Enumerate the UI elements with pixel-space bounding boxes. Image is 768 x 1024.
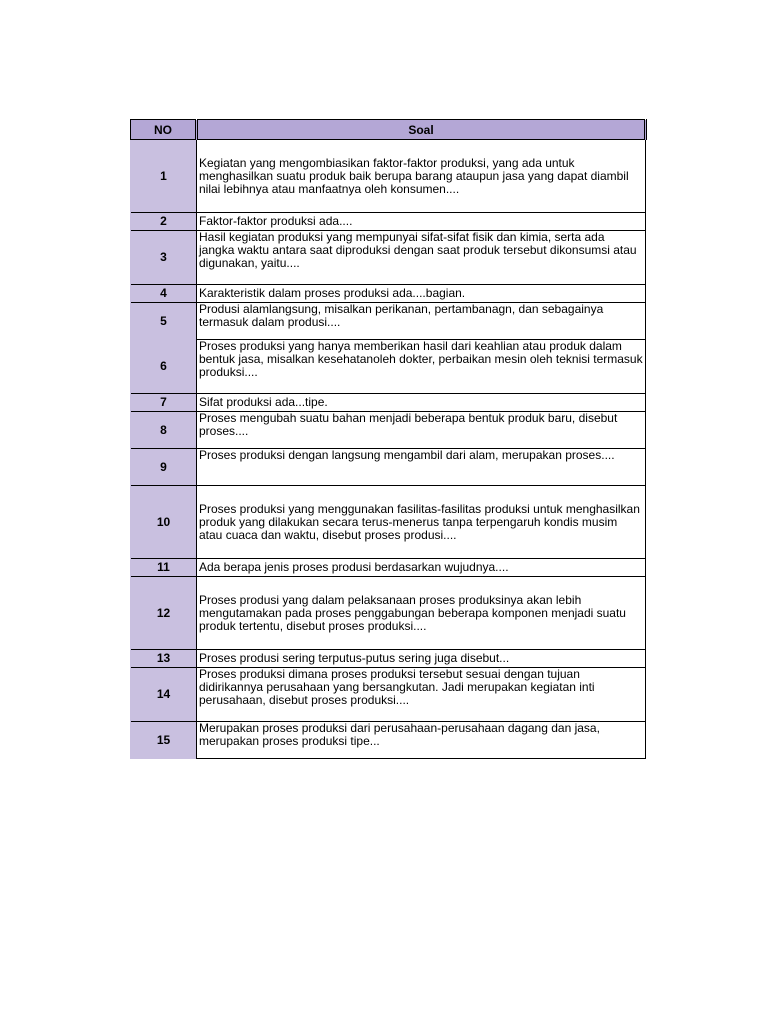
table-row (131, 559, 646, 577)
question-text: Proses produksi yang hanya memberikan hasil dari keahlian atau produk dalam bentuk jasa, misalkan kesehatanoleh dokter, perbaikan mesin oleh teknisi termasuk produksi.... (197, 340, 646, 394)
row-number: 6 (131, 340, 197, 394)
row-number: 15 (131, 722, 197, 759)
question-text: Sifat produksi ada...tipe. (197, 394, 646, 412)
row-number: 7 (131, 394, 197, 412)
question-text: Faktor-faktor produksi ada.... (197, 213, 646, 231)
question-text: Merupakan proses produksi dari perusahaan-perusahaan dagang dan jasa, merupakan proses produksi tipe... (197, 722, 646, 759)
question-sheet (130, 119, 645, 759)
question-text: Proses mengubah suatu bahan menjadi beberapa bentuk produk baru, disebut proses.... (197, 412, 646, 449)
question-text: Hasil kegiatan produksi yang mempunyai sifat-sifat fisik dan kimia, serta ada jangka waktu antara saat diproduksi dengan saat produk tersebut dikonsumsi atau digunakan, yaitu.... (197, 231, 646, 285)
table-row (131, 303, 646, 340)
table-row (131, 486, 646, 559)
question-table (130, 119, 647, 759)
table-row (131, 140, 646, 213)
table-row (131, 285, 646, 303)
row-number: 3 (131, 231, 197, 285)
header-soal: Soal (197, 120, 646, 140)
table-row (131, 577, 646, 650)
question-text: Karakteristik dalam proses produksi ada....bagian. (197, 285, 646, 303)
question-text: Ada berapa jenis proses produsi berdasarkan wujudnya.... (197, 559, 646, 577)
table-row (131, 650, 646, 668)
row-number: 1 (131, 140, 197, 213)
row-number: 4 (131, 285, 197, 303)
table-row (131, 412, 646, 449)
table-row (131, 722, 646, 759)
table-row (131, 340, 646, 394)
question-text: Proses produsi yang dalam pelaksanaan proses produksinya akan lebih mengutamakan pada proses penggabungan beberapa komponen menjadi suatu produk tertentu, disebut proses produksi.... (197, 577, 646, 650)
question-text: Proses produksi dimana proses produksi tersebut sesuai dengan tujuan didirikannya perusahaan yang bersangkutan. Jadi merupakan kegiatan inti perusahaan, disebut proses produksi.... (197, 668, 646, 722)
question-text: Kegiatan yang mengombiasikan faktor-faktor produksi, yang ada untuk menghasilkan suatu produk baik berupa barang ataupun jasa yang dapat diambil nilai lebihnya atau manfaatnya oleh konsumen.... (197, 140, 646, 213)
table-row (131, 231, 646, 285)
row-number: 13 (131, 650, 197, 668)
row-number: 9 (131, 449, 197, 486)
row-number: 5 (131, 303, 197, 340)
question-text: Produsi alamlangsung, misalkan perikanan, pertambanagn, dan sebagainya termasuk dalam produsi.... (197, 303, 646, 340)
table-row (131, 394, 646, 412)
row-number: 2 (131, 213, 197, 231)
row-number: 11 (131, 559, 197, 577)
row-number: 14 (131, 668, 197, 722)
question-text: Proses produksi dengan langsung mengambil dari alam, merupakan proses.... (197, 449, 646, 486)
question-text: Proses produksi yang menggunakan fasilitas-fasilitas produksi untuk menghasilkan produk yang dilakukan secara terus-menerus tanpa terpengaruh kondis musim atau cuaca dan waktu, disebut proses produsi.... (197, 486, 646, 559)
table-row (131, 668, 646, 722)
header-row (131, 120, 646, 140)
table-row (131, 449, 646, 486)
table-row (131, 213, 646, 231)
row-number: 10 (131, 486, 197, 559)
header-no: NO (131, 120, 197, 140)
question-text: Proses produsi sering terputus-putus sering juga disebut... (197, 650, 646, 668)
row-number: 12 (131, 577, 197, 650)
row-number: 8 (131, 412, 197, 449)
